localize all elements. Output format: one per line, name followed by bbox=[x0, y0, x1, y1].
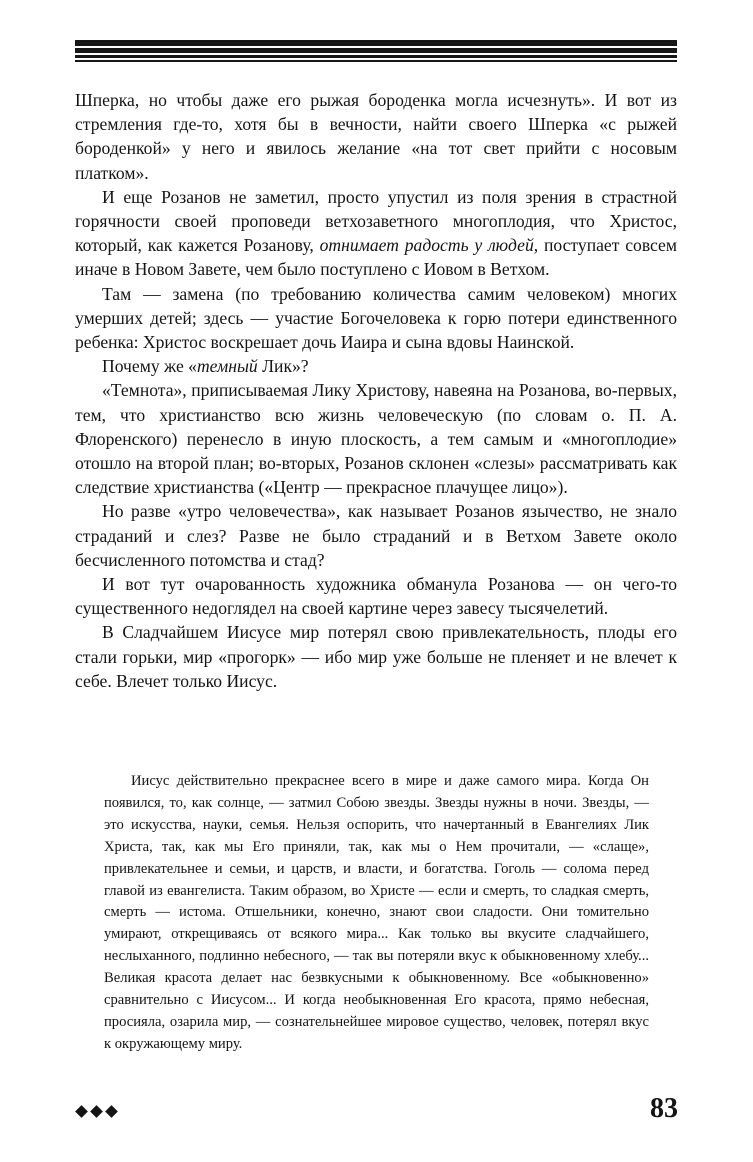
header-rule-line bbox=[75, 40, 677, 46]
paragraph: «Темнота», приписываемая Лику Христову, навеяна на Розанова, во-первых, тем, что христианство всю жизнь человеческую (по словам о. П. А. Флоренского) перенесло в иную плоскость, а тем самым и «многоплодие» отошло на второй план; во-вторых, Розанов склонен «слезы» рассматривать как следствие христианства («Центр — прекрасное плачущее лицо»). bbox=[75, 380, 677, 498]
paragraph: И еще Розанов не заметил, просто упустил из поля зрения в страстной горячности своей проповеди ветхозаветного многоплодия, что Христос, который, как кажется Розанову, отнимает радость у людей, поступает совсем иначе в Новом Завете, чем было поступлено с Иовом в Ветхом. bbox=[75, 186, 677, 280]
header-rule bbox=[75, 40, 677, 62]
main-text bbox=[75, 88, 677, 693]
paragraph: Шперка, но чтобы даже его рыжая бороденка могла исчезнуть». И вот из стремления где-то, хотя бы в вечности, найти своего Шперка «с рыжей бороденкой» у него и явилось желание «на тот свет прийти с носовым платком». bbox=[75, 90, 677, 183]
block-quote bbox=[104, 771, 649, 1056]
paragraph: И вот тут очарованность художника обманула Розанова — он чего-то существенного недоглядел на своей картине через завесу тысячелетий. bbox=[75, 574, 677, 619]
paragraph: В Сладчайшем Иисусе мир потерял свою привлекательность, плоды его стали горьки, мир «прогорк» — ибо мир уже больше не пленяет и не влечет к себе. Влечет только Иисус. bbox=[75, 622, 677, 691]
italic-phrase: темный bbox=[196, 356, 258, 377]
diamond-icon bbox=[75, 1105, 88, 1118]
three-diamonds-ornament-icon bbox=[75, 1101, 118, 1121]
diamond-icon bbox=[105, 1105, 118, 1118]
header-rule-line bbox=[75, 48, 677, 53]
paragraph: Но разве «утро человечества», как называет Розанов язычество, не знало страданий и слез? Разве не было страданий и в Ветхом Завете около бесчисленного потомства и стад? bbox=[75, 501, 677, 570]
header-rule-line bbox=[75, 60, 677, 62]
paragraph: Там — замена (по требованию количества самим человеком) многих умерших детей; здесь — участие Богочеловека к горю потери единственного ребенка: Христос воскрешает дочь Иаира и сына вдовы Наинской. bbox=[75, 283, 677, 353]
diamond-icon bbox=[90, 1105, 103, 1118]
quote-paragraph: Иисус действительно прекраснее всего в мире и даже самого мира. Когда Он появился, то, как солнце, — затмил Собою звезды. Звезды нужны в ночи. Звезды, — это искусства, науки, семья. Нельзя оспорить, что начертанный в Евангелиях Лик Христа, так, как мы Его приняли, так, как мы о Нем прочитали, — «слаще», привлекательнее и семьи, и царств, и власти, и богатства. Гоголь — солома перед главой из евангелиста. Таким образом, во Христе — если и смерть, то сладкая смерть, смерть — истома. Отшельники, конечно, знают свои сладости. Они томительно умирают, открещиваясь от всякого мира... Как только вы вкусите сладчайшего, неслыханного, подлинно небесного, — так вы потеряли вкус к обыкновенному хлебу... Великая красота делает нас безвкусными к обыкновенному. Все «обыкновенно» сравнительно с Иисусом... И когда необыкновенная Его красота, прямо небесная, просияла, озарила мир, — сознательнейшее мировое существо, человек, потерял вкус к окружающему миру. bbox=[104, 773, 649, 1052]
page-number: 83 bbox=[650, 1093, 678, 1124]
italic-phrase: отнимает радость у людей bbox=[319, 235, 534, 256]
paragraph: Почему же «темный Лик»? bbox=[102, 356, 309, 377]
header-rule-line bbox=[75, 55, 677, 58]
